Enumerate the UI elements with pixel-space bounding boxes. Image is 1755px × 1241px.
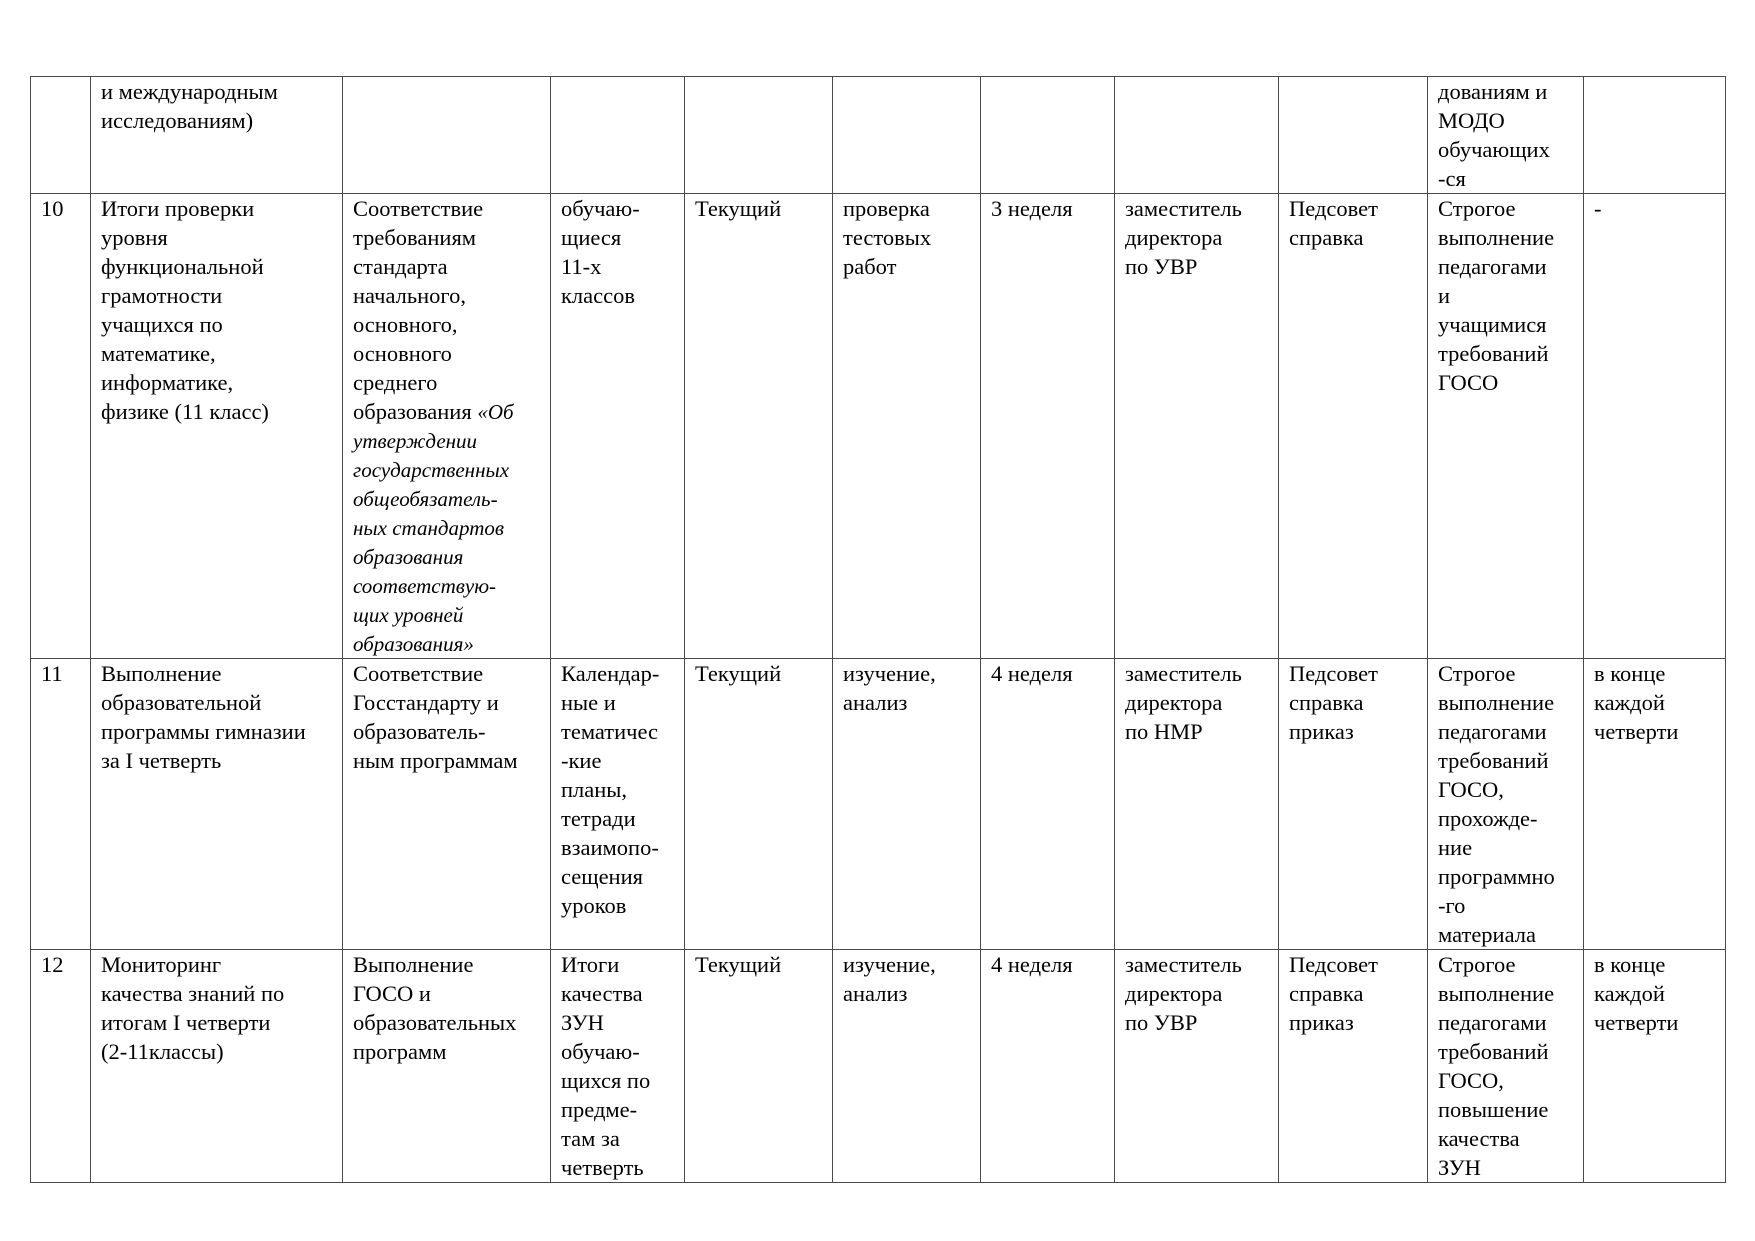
cell-responsible: заместитель директора по УВР	[1115, 950, 1279, 1183]
cell-object: обучаю- щиеся 11-х классов	[551, 194, 685, 659]
cell-term	[981, 77, 1115, 194]
cell-topic: Итоги проверки уровня функциональной грамотности учащихся по математике, информатике, физике (11 класс)	[91, 194, 343, 659]
cell-responsible: заместитель директора по НМР	[1115, 659, 1279, 950]
cell-outcome: Педсовет справка приказ	[1279, 950, 1428, 1183]
cell-goal	[343, 659, 551, 950]
cell-outcome	[1279, 77, 1428, 194]
cell-repeat: в конце каждой четверти	[1584, 659, 1726, 950]
cell-outcome: Педсовет справка приказ	[1279, 659, 1428, 950]
cell-goal	[343, 950, 551, 1183]
cell-control-type	[685, 77, 833, 194]
cell-responsible	[1115, 77, 1279, 194]
cell-decision: Строгое выполнение педагогами требований ГОСО, повышение качества ЗУН	[1428, 950, 1584, 1183]
goal-text: Выполнение ГОСО и образовательных программ	[353, 952, 517, 1064]
cell-decision: Строгое выполнение педагогами требований ГОСО, прохожде- ние программно -го материала	[1428, 659, 1584, 950]
goal-text: Соответствие Госстандарту и образователь- ным программам	[353, 661, 518, 773]
cell-control-type: Текущий	[685, 950, 833, 1183]
cell-topic: и международным исследованиям)	[91, 77, 343, 194]
cell-control-type: Текущий	[685, 194, 833, 659]
cell-number: 10	[31, 194, 91, 659]
cell-repeat: в конце каждой четверти	[1584, 950, 1726, 1183]
cell-decision: дованиям и МОДО обучающих -ся	[1428, 77, 1584, 194]
cell-decision: Строгое выполнение педагогами и учащимися требований ГОСО	[1428, 194, 1584, 659]
cell-object: Календар- ные и тематичес -кие планы, тетради взаимопо- сещения уроков	[551, 659, 685, 950]
cell-term: 4 неделя	[981, 659, 1115, 950]
table-row	[31, 950, 1726, 1183]
control-plan-table	[30, 76, 1726, 1183]
cell-object	[551, 77, 685, 194]
cell-term: 4 неделя	[981, 950, 1115, 1183]
goal-text: Соответствие требованиям стандарта начального, основного, основного среднего образования	[353, 196, 484, 424]
table-row	[31, 659, 1726, 950]
cell-term: 3 неделя	[981, 194, 1115, 659]
cell-number: 11	[31, 659, 91, 950]
cell-number	[31, 77, 91, 194]
cell-outcome: Педсовет справка	[1279, 194, 1428, 659]
cell-goal	[343, 77, 551, 194]
cell-goal	[343, 194, 551, 659]
cell-method: проверка тестовых работ	[833, 194, 981, 659]
cell-repeat: -	[1584, 194, 1726, 659]
goal-italic-text: «Об утверждении государственных общеобязатель- ных стандартов образования соответствую- щих уровней образования»	[353, 400, 514, 656]
cell-responsible: заместитель директора по УВР	[1115, 194, 1279, 659]
table-row	[31, 77, 1726, 194]
cell-method: изучение, анализ	[833, 659, 981, 950]
cell-control-type: Текущий	[685, 659, 833, 950]
table-row	[31, 194, 1726, 659]
cell-topic: Мониторинг качества знаний по итогам I четверти (2-11классы)	[91, 950, 343, 1183]
cell-object: Итоги качества ЗУН обучаю- щихся по предме- там за четверть	[551, 950, 685, 1183]
cell-number: 12	[31, 950, 91, 1183]
cell-repeat	[1584, 77, 1726, 194]
cell-method: изучение, анализ	[833, 950, 981, 1183]
cell-topic: Выполнение образовательной программы гимназии за I четверть	[91, 659, 343, 950]
cell-method	[833, 77, 981, 194]
